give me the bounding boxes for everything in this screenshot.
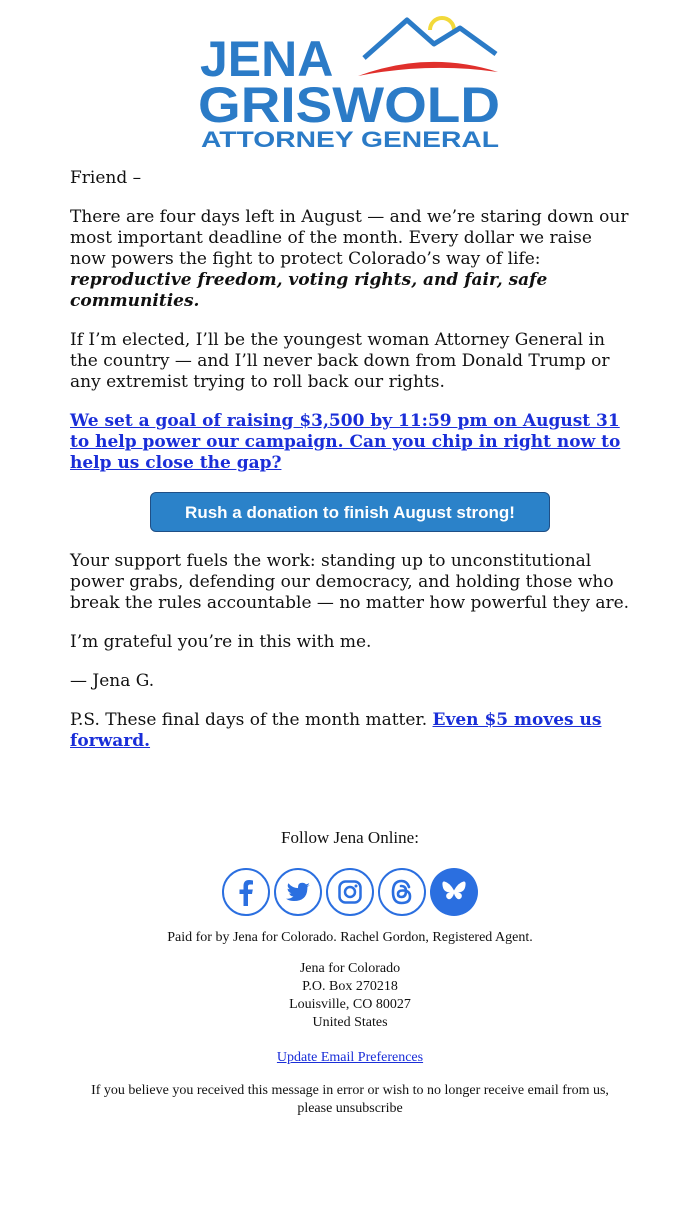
donate-button[interactable]: Rush a donation to finish August strong!: [150, 492, 550, 532]
update-preferences-link[interactable]: Update Email Preferences: [276, 1050, 424, 1065]
ps-donate-link[interactable]: Even $5 moves us forward.: [70, 710, 602, 751]
mailing-address: [0, 960, 700, 1032]
address-line: Jena for Colorado: [299, 961, 401, 976]
paragraph-grateful: I’m grateful you’re in this with me.: [70, 632, 372, 652]
facebook-icon[interactable]: [221, 866, 271, 918]
signoff: — Jena G.: [70, 671, 155, 691]
unsubscribe-text: If you believe you received this message in error or wish to no longer receive email from us, please unsubscribe: [91, 1083, 609, 1116]
address-line: United States: [312, 1015, 388, 1030]
logo: [198, 14, 508, 154]
address-line: Louisville, CO 80027: [289, 997, 411, 1012]
road-swoosh-icon: [358, 62, 498, 76]
social-links: [0, 866, 700, 918]
twitter-icon[interactable]: [273, 866, 323, 918]
threads-icon[interactable]: [377, 866, 427, 918]
paragraph-deadline: There are four days left in August — and we’re staring down our most important deadline of the month. Every dollar we raise now powers the fight to protect Colorado’s way of life: reproductive freedom, voting rights, and fair, safe communities.: [70, 207, 629, 311]
donate-button-wrap: [70, 492, 630, 532]
follow-heading: Follow Jena Online:: [281, 828, 419, 847]
instagram-icon[interactable]: [325, 866, 375, 918]
paragraph-goal: [70, 411, 630, 474]
sun-icon: [430, 18, 454, 30]
email-body: [70, 168, 630, 770]
bluesky-icon[interactable]: [429, 866, 479, 918]
address-line: P.O. Box 270218: [302, 979, 398, 994]
logo-jena: JENA: [200, 31, 334, 87]
postscript: P.S. These final days of the month matter. Even $5 moves us forward.: [70, 710, 602, 751]
paragraph-support: Your support fuels the work: standing up to unconstitutional power grabs, defending our democracy, and holding those who break the rules accountable — no matter how powerful they are.: [70, 551, 630, 613]
goal-link[interactable]: We set a goal of raising $3,500 by 11:59 pm on August 31 to help power our campaign. Can you chip in right now to help us close the gap?: [70, 411, 621, 473]
paid-for-disclaimer: Paid for by Jena for Colorado. Rachel Gordon, Registered Agent.: [167, 930, 533, 945]
emphasis-values: reproductive freedom, voting rights, and fair, safe communities.: [70, 270, 548, 311]
logo-griswold: GRISWOLD: [198, 77, 500, 133]
paragraph-elected: If I’m elected, I’ll be the youngest woman Attorney General in the country — and I’ll never back down from Donald Trump or any extremist trying to roll back our rights.: [70, 330, 610, 392]
logo-title: ATTORNEY GENERAL: [201, 127, 499, 152]
greeting: Friend –: [70, 168, 142, 188]
footer: [0, 828, 700, 1118]
